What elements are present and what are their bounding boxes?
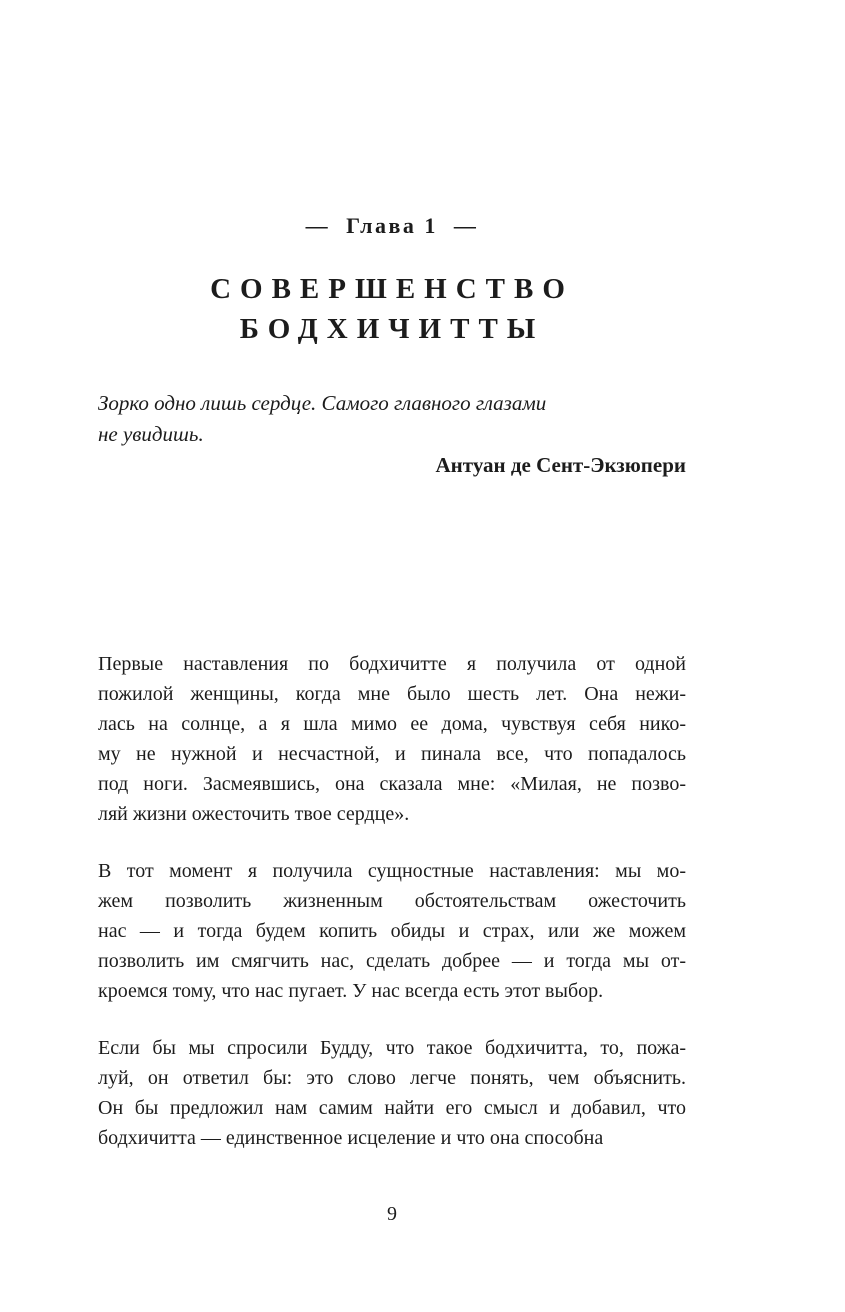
paragraph-line: Он бы предложил нам самим найти его смысл и добавил, что xyxy=(98,1097,686,1119)
chapter-title-line-1: СОВЕРШЕНСТВО xyxy=(210,273,574,305)
epigraph-line-2: не увидишь. xyxy=(98,422,204,446)
chapter-title-line-2: БОДХИЧИТТЫ xyxy=(239,313,545,345)
paragraph-line: кроемся тому, что нас пугает. У нас всегда есть этот выбор. xyxy=(98,980,604,1002)
paragraph-line: В тот момент я получила сущностные наставления: мы мо- xyxy=(98,860,686,882)
chapter-title xyxy=(98,269,686,349)
paragraph-line: лась на солнце, а я шла мимо ее дома, чувствуя себя нико- xyxy=(98,713,686,735)
epigraph-attribution: Антуан де Сент-Экзюпери xyxy=(435,453,686,477)
paragraph xyxy=(98,856,686,1006)
paragraph xyxy=(98,1033,686,1153)
paragraph-line: нас — и тогда будем копить обиды и страх, или же можем xyxy=(98,920,686,942)
epigraph xyxy=(98,388,686,481)
paragraph-line: позволить им смягчить нас, сделать добрее — и тогда мы от- xyxy=(98,950,686,972)
body-text xyxy=(98,649,686,1153)
paragraph-line: Если бы мы спросили Будду, что такое бодхичитта, то, пожа- xyxy=(98,1037,686,1059)
paragraph-line: ляй жизни ожесточить твое сердце». xyxy=(98,803,410,825)
epigraph-line-1: Зорко одно лишь сердце. Самого главного глазами xyxy=(98,391,547,415)
chapter-heading: — Глава 1 — xyxy=(305,213,479,238)
paragraph-line: пожилой женщины, когда мне было шесть лет. Она нежи- xyxy=(98,683,686,705)
paragraph-line: жем позволить жизненным обстоятельствам ожесточить xyxy=(98,890,686,912)
page-number: 9 xyxy=(387,1203,397,1225)
paragraph-line: под ноги. Засмеявшись, она сказала мне: «Милая, не позво- xyxy=(98,773,686,795)
paragraph xyxy=(98,649,686,829)
paragraph-line: Первые наставления по бодхичитте я получила от одной xyxy=(98,653,686,675)
paragraph-line: луй, он ответил бы: это слово легче понять, чем объяснить. xyxy=(98,1067,686,1089)
paragraph-line: бодхичитта — единственное исцеление и что она способна xyxy=(98,1127,604,1149)
paragraph-line: му не нужной и несчастной, и пинала все, что попадалось xyxy=(98,743,686,765)
